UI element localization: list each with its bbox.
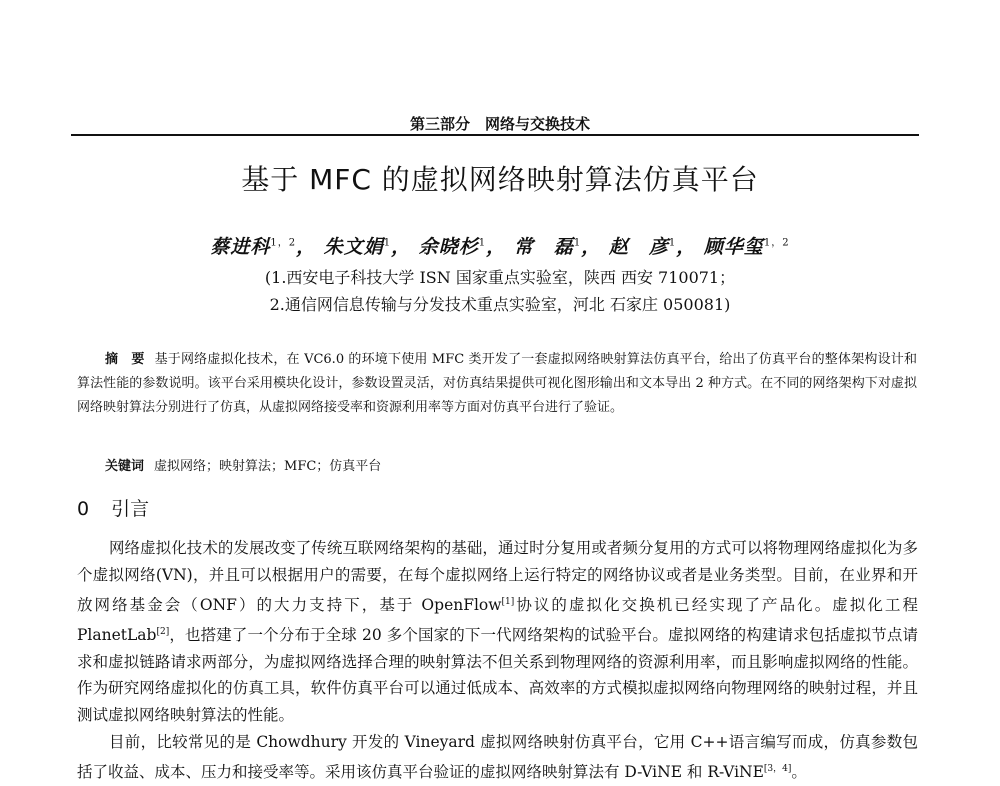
author-separator: ， <box>391 236 412 258</box>
citation: [1] <box>501 596 515 607</box>
author-name: 朱文娟 <box>323 236 384 258</box>
author-name: 常 磊 <box>513 236 574 258</box>
paragraph-text: 目前，比较常见的是 Chowdhury 开发的 Vineyard 虚拟网络映射仿真平台，它用 C++语言编写而成，仿真参数包括了收益、成本、压力和接受率等。采用该仿真平台验证的虚拟网络映射算法有 D-ViNE 和 R-ViNE <box>77 732 918 781</box>
citation: [3，4] <box>763 763 792 774</box>
author-affil-mark: 1，2 <box>763 237 790 249</box>
running-header: 第三部分 网络与交换技术 <box>409 115 590 133</box>
section-heading <box>77 494 149 521</box>
author-name: 余晓杉 <box>418 236 479 258</box>
affiliation-line: 2.通信网信息传输与分发技术重点实验室，河北 石家庄 050081) <box>269 295 731 314</box>
author-affil-mark: 1 <box>573 237 582 249</box>
author-affil-mark: 1 <box>383 237 392 249</box>
author-separator: ， <box>486 236 507 258</box>
paragraph-text: 网络虚拟化技术的发展改变了传统互联网络架构的基础，通过时分复用或者频分复用的方式可以将物理网络虚拟化为多个虚拟网络(VN)，并且可以根据用户的需要，在每个虚拟网络上运行特定的网络协议或者是业务类型。目前，在业界和开放网络基金会（ONF）的大力支持下，基于 OpenFlow <box>77 539 918 614</box>
paragraph <box>77 535 918 729</box>
keywords-text: 虚拟网络；映射算法；MFC；仿真平台 <box>154 459 382 474</box>
paragraph-text: 协议的虚拟化交换机已经实现了产品化。虚拟化工程 PlanetLab <box>77 595 918 644</box>
paragraph-text: 。 <box>791 762 807 781</box>
keywords-label: 关键词 <box>105 459 145 474</box>
author-list <box>0 232 1000 259</box>
section-title: 引言 <box>111 498 150 520</box>
paragraph <box>77 729 918 786</box>
author-affil-mark: 1 <box>668 237 677 249</box>
author-separator: ， <box>581 236 602 258</box>
body-text <box>77 535 918 786</box>
paragraph-text: ，也搭建了一个分布于全球 20 多个国家的下一代网络架构的试验平台。虚拟网络的构建请求包括虚拟节点请求和虚拟链路请求两部分，为虚拟网络选择合理的映射算法不但关系到物理网络的资源利用率，而且影响虚拟网络的性能。作为研究网络虚拟化的仿真工具，软件仿真平台可以通过低成本、高效率的方式模拟虚拟网络向物理网络的映射过程，并且测试虚拟网络映射算法的性能。 <box>77 625 918 725</box>
author-affil-mark: 1，2 <box>270 237 297 249</box>
section-number: 0 <box>77 498 90 520</box>
author-name: 赵 彦 <box>608 236 669 258</box>
affiliation-line: (1.西安电子科技大学 ISN 国家重点实验室，陕西 西安 710071； <box>264 268 736 287</box>
header-rule <box>71 134 919 136</box>
paper-title: 基于 MFC 的虚拟网络映射算法仿真平台 <box>241 163 759 196</box>
author-name: 蔡进科 <box>210 236 271 258</box>
author-separator: ， <box>676 236 697 258</box>
abstract-text: 基于网络虚拟化技术，在 VC6.0 的环境下使用 MFC 类开发了一套虚拟网络映射算法仿真平台，给出了仿真平台的整体架构设计和算法性能的参数说明。该平台采用模块化设计，参数设置灵活，对仿真结果提供可视化图形输出和文本导出 2 种方式。在不同的网络架构下对虚拟网络映射算法分别进行了仿真，从虚拟网络接受率和资源利用率等方面对仿真平台进行了验证。 <box>77 352 917 415</box>
author-affil-mark: 1 <box>478 237 487 249</box>
citation: [2] <box>156 626 170 637</box>
author-name: 顾华玺 <box>703 236 764 258</box>
abstract-label: 摘 要 <box>105 352 145 367</box>
abstract <box>77 348 917 420</box>
keywords <box>105 455 905 474</box>
author-separator: ， <box>296 236 317 258</box>
